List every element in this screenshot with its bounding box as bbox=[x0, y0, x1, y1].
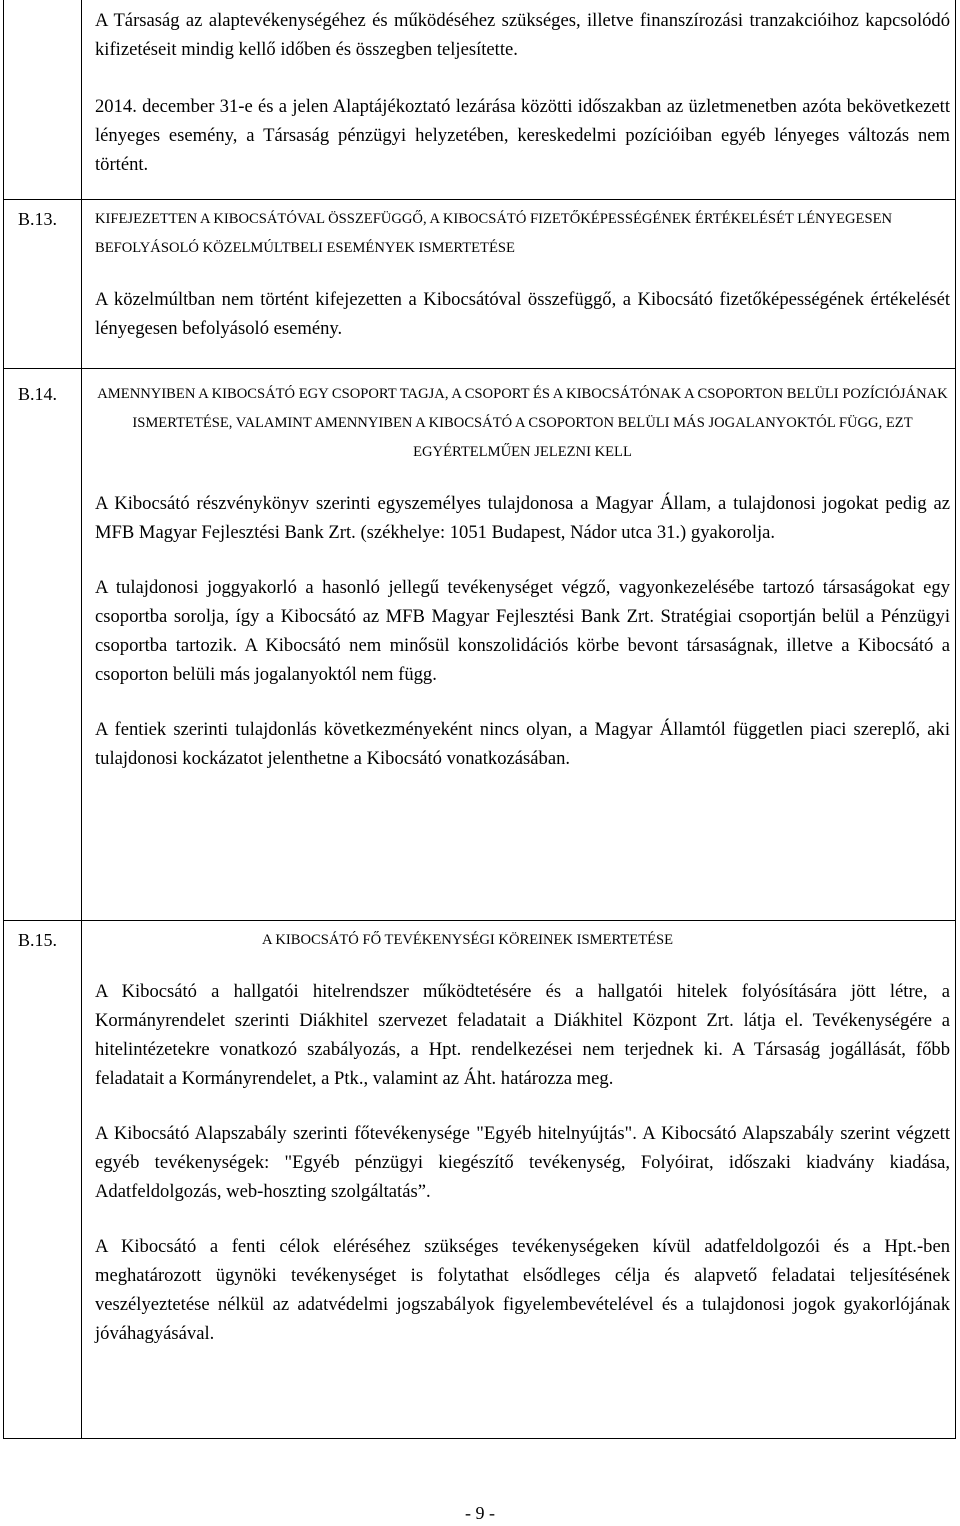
intro-section bbox=[95, 6, 950, 179]
row-divider bbox=[3, 920, 956, 921]
intro-paragraph-1: A Társaság az alaptevékenységéhez és működéséhez szükséges, illetve finanszírozási tranzakcióihoz kapcsolódó kifizetéseit mindig kellő időben és összegben teljesítette. bbox=[95, 10, 950, 60]
section-b15-heading: A KIBOCSÁTÓ FŐ TEVÉKENYSÉGI KÖREINEK ISMERTETÉSE bbox=[261, 932, 674, 948]
section-b15-paragraph-2: A Kibocsátó Alapszabály szerinti főtevékenysége "Egyéb hitelnyújtás". A Kibocsátó Alapszabály szerint végzett egyéb tevékenységek: "Egyéb pénzügyi kiegészítő tevékenység, Folyóirat, időszaki kiadvány kiadása, Adatfeldolgozás, web-hoszting szolgáltatás”. bbox=[95, 1123, 950, 1202]
section-b14-paragraph-2: A tulajdonosi joggyakorló a hasonló jellegű tevékenységet végző, vagyonkezelésébe tartozó társaságokat egy csoportba sorolja, így a Kibocsátó az MFB Magyar Fejlesztési Bank Zrt. Stratégiai csoportján belül a Pénzügyi csoportba tartozik. A Kibocsátó nem minősül konszolidációs körbe bevont társaságnak, illetve a Kibocsátó a csoporton belüli más jogalanyoktól nem függ. bbox=[95, 577, 950, 685]
section-b15-paragraph-1: A Kibocsátó a hallgatói hitelrendszer működtetésére és a hallgatói hitelek folyósítására jött létre, a Kormányrendelet szerinti Diákhitel szervezet feladatait a Diákhitel Központ Zrt. látja el. Tevékenységére a hitelintézetekre vonatkozó szabályozás, a Hpt. rendelkezései nem terjednek ki. A Társaság jogállását, főbb feladatait a Kormányrendelet, a Ptk., valamint az Áht. határozza meg. bbox=[95, 981, 950, 1089]
row-divider bbox=[3, 199, 956, 200]
section-b15 bbox=[95, 926, 950, 1348]
section-b14-paragraph-3: A fentiek szerinti tulajdonlás következményeként nincs olyan, a Magyar Államtól független piaci szereplő, aki tulajdonosi kockázatot jelenthetne a Kibocsátó vonatkozásában. bbox=[95, 719, 950, 769]
section-b15-paragraph-3: A Kibocsátó a fenti célok eléréséhez szükséges tevékenységeken kívül adatfeldolgozói és a Hpt.-ben meghatározott ügynöki tevékenységet is folytathat elsődleges célja és alapvető feladatai teljesítésének veszélyeztetése nélkül az adatvédelmi jogszabályok figyelembevételével és a tulajdonosi jogok gyakorlójának jóváhagyásával. bbox=[95, 1236, 950, 1344]
section-b13-heading: KIFEJEZETTEN A KIBOCSÁTÓVAL ÖSSZEFÜGGŐ, A KIBOCSÁTÓ FIZETŐKÉPESSÉGÉNEK ÉRTÉKELÉSÉT LÉNYEGESEN BEFOLYÁSOLÓ KÖZELMÚLTBELI ESEMÉNYEK ISMERTETÉSE bbox=[95, 211, 893, 256]
section-b14-heading: AMENNYIBEN A KIBOCSÁTÓ EGY CSOPORT TAGJA, A CSOPORT ÉS A KIBOCSÁTÓNAK A CSOPORTON BELÜLI POZÍCIÓJÁNAK ISMERTETÉSE, VALAMINT AMENNYIBEN A KIBOCSÁTÓ A CSOPORTON BELÜLI MÁS JOGALANYOKTÓL FÜGG, EZT EGYÉRTELMŰEN JELEZNI KELL bbox=[97, 386, 948, 460]
section-b13 bbox=[95, 205, 950, 343]
section-label-b13: B.13. bbox=[18, 209, 58, 229]
row-divider bbox=[3, 368, 956, 369]
section-label-b15: B.15. bbox=[18, 930, 58, 950]
intro-paragraph-2: 2014. december 31-e és a jelen Alaptájékoztató lezárása közötti időszakban az üzletmenetben azóta bekövetkezett lényeges esemény, a Társaság pénzügyi helyzetében, kereskedelmi pozícióiban egyéb lényeges változás nem történt. bbox=[95, 96, 950, 175]
table-column-divider bbox=[81, 0, 82, 1439]
section-b14-paragraph-1: A Kibocsátó részvénykönyv szerinti egyszemélyes tulajdonosa a Magyar Állam, a tulajdonosi jogokat pedig az MFB Magyar Fejlesztési Bank Zrt. (székhelye: 1051 Budapest, Nádor utca 31.) gyakorolja. bbox=[95, 493, 950, 543]
document-table bbox=[3, 0, 956, 1439]
section-b13-body: A közelmúltban nem történt kifejezetten a Kibocsátóval összefüggő, a Kibocsátó fizetőképességének értékelését lényegesen befolyásoló esemény. bbox=[95, 289, 950, 339]
page-number: - 9 - bbox=[465, 1503, 495, 1523]
section-b14 bbox=[95, 380, 950, 773]
section-label-b14: B.14. bbox=[18, 384, 58, 404]
